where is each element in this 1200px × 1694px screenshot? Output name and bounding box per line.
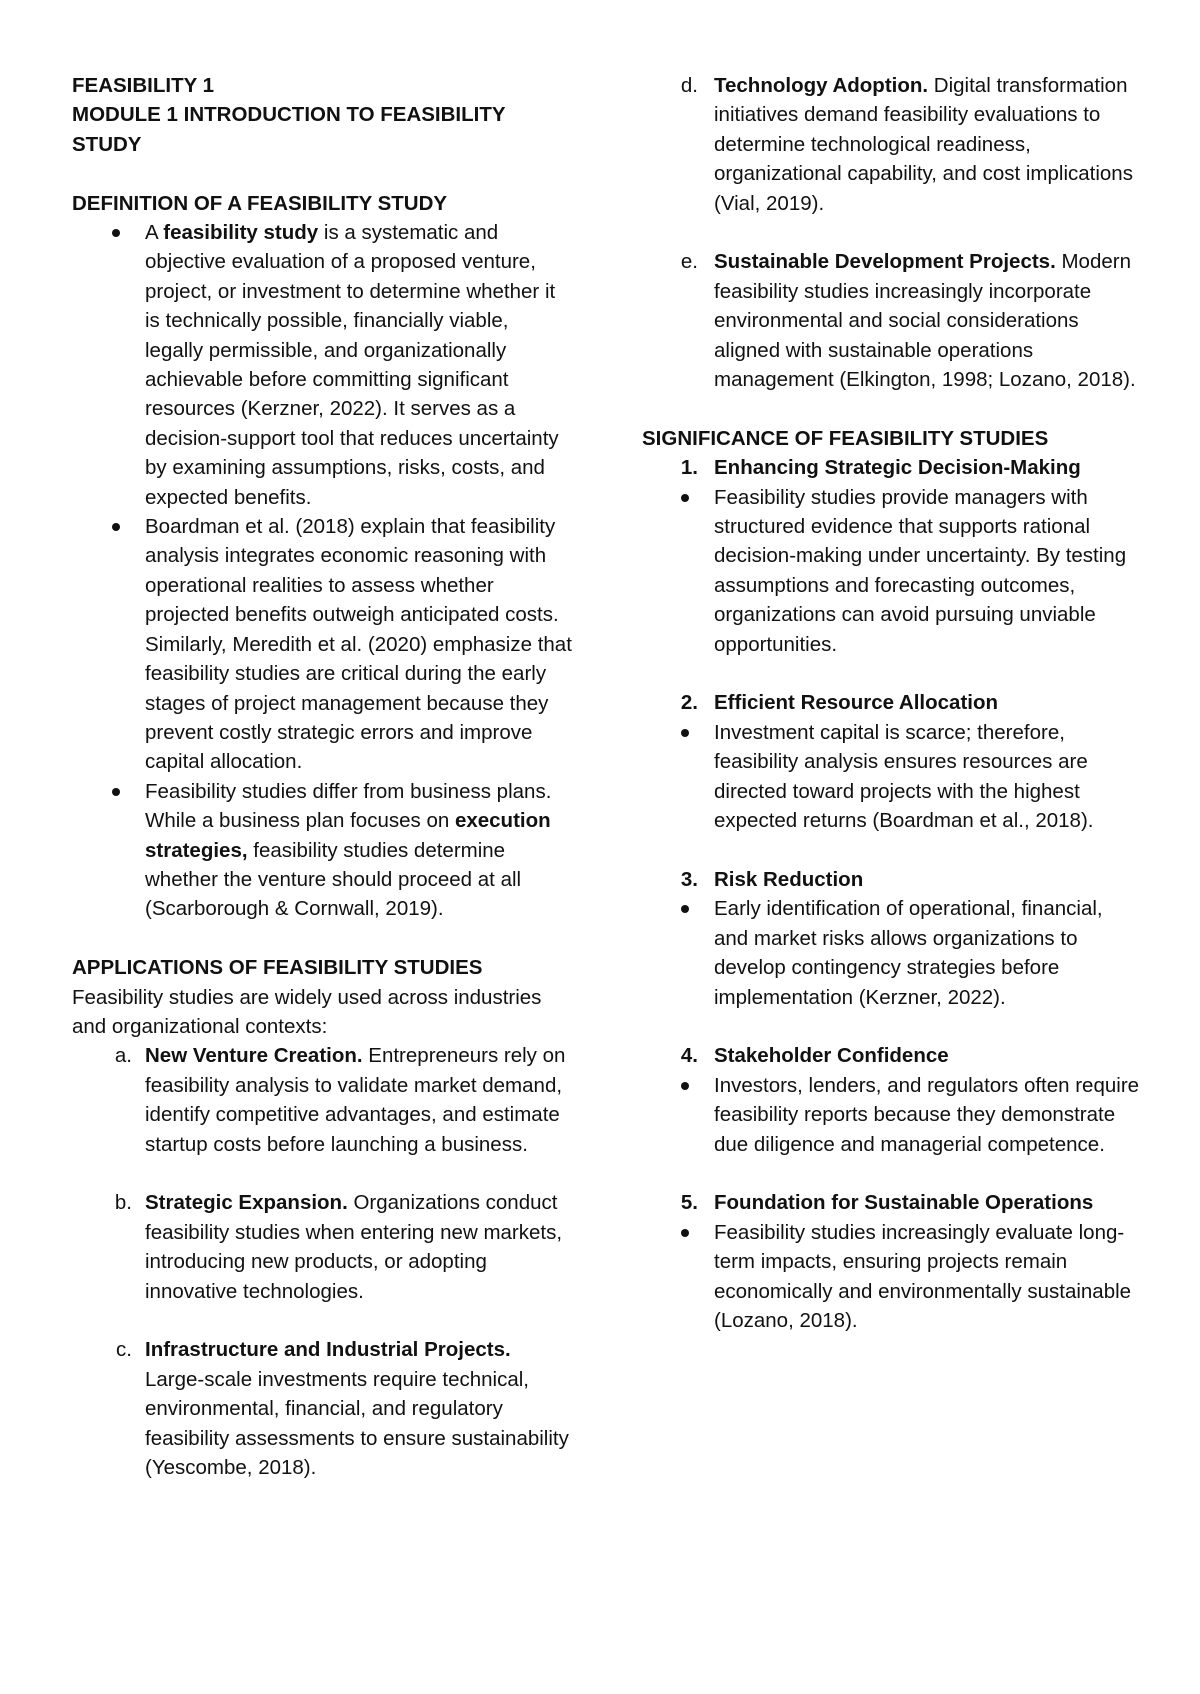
bold-term: feasibility study (163, 221, 319, 245)
definition-bullet: Boardman et al. (2018) explain that feasibility analysis integrates economic reasoning with operational realities to assess whether projected benefits outweigh anticipated costs. Similarly, Meredith et al. (2020) emphasize that feasibility studies are critical during the early stages of project management because they prevent costly strategic errors and improve capital allocation. (72, 512, 572, 777)
item-number: 3. (680, 867, 698, 891)
right-column (642, 71, 1142, 1335)
item-text: Entrepreneurs rely on feasibility analysis to validate market demand, identify competitive advantages, and estimate startup costs before launching a business. (145, 1044, 566, 1156)
significance-bullet-list (642, 1071, 1142, 1159)
significance-bullet: Investors, lenders, and regulators often require feasibility reports because they demonstrate due diligence and managerial competence. (642, 1071, 1142, 1159)
application-item (72, 1335, 572, 1482)
significance-item-title: 3. Risk Reduction (642, 865, 1142, 894)
item-marker: b. (114, 1191, 132, 1215)
definition-bullet: A feasibility study is a systematic and objective evaluation of a proposed venture, project, or investment to determine whether it is technically possible, financially viable, legally permissible, and organizationally achievable before committing significant resources (Kerzner, 2022). It serves as a decision-support tool that reduces uncertainty by examining assumptions, risks, costs, and expected benefits. (72, 218, 572, 512)
item-marker: e. (680, 250, 698, 274)
item-marker: c. (116, 1338, 132, 1362)
applications-heading: APPLICATIONS OF FEASIBILITY STUDIES (72, 956, 483, 980)
application-item (642, 71, 1142, 218)
item-title: New Venture Creation. (145, 1044, 363, 1068)
item-title: Sustainable Development Projects. (714, 250, 1056, 274)
definition-bullet-list (72, 218, 572, 924)
module-title: MODULE 1 INTRODUCTION TO FEASIBILITY STUDY (72, 103, 506, 156)
significance-bullet: Investment capital is scarce; therefore, feasibility analysis ensures resources are directed toward projects with the highest expected returns (Boardman et al., 2018). (642, 718, 1142, 836)
application-item (642, 247, 1142, 394)
significance-bullet-list (642, 894, 1142, 1012)
significance-bullet: Feasibility studies increasingly evaluate long-term impacts, ensuring projects remain economically and environmentally sustainable (Lozano, 2018). (642, 1218, 1142, 1336)
significance-bullet: Early identification of operational, financial, and market risks allows organizations to develop contingency strategies before implementation (Kerzner, 2022). (642, 894, 1142, 1012)
item-marker: d. (680, 74, 698, 97)
item-number: 4. (680, 1044, 698, 1068)
significance-item-title: 5. Foundation for Sustainable Operations (642, 1188, 1142, 1217)
significance-item-title: 1. Enhancing Strategic Decision-Making (642, 453, 1142, 482)
definition-bullet: Feasibility studies differ from business plans. While a business plan focuses on execution strategies, feasibility studies determine whether the venture should proceed at all (Scarborough & Cornwall, 2019). (72, 777, 572, 924)
bold-term: execution strategies, (145, 809, 551, 862)
application-item (72, 1188, 572, 1306)
significance-bullet-list (642, 718, 1142, 836)
significance-heading: SIGNIFICANCE OF FEASIBILITY STUDIES (642, 426, 1049, 450)
item-text: Modern feasibility studies increasingly incorporate environmental and social considerations aligned with sustainable operations management (Elkington, 1998; Lozano, 2018). (714, 250, 1136, 392)
significance-bullet: Feasibility studies provide managers with structured evidence that supports rational decision-making under uncertainty. By testing assumptions and forecasting outcomes, organizations can avoid pursuing unviable opportunities. (642, 483, 1142, 659)
significance-bullet-list (642, 483, 1142, 659)
item-text: Organizations conduct feasibility studies when entering new markets, introducing new products, or adopting innovative technologies. (145, 1191, 563, 1303)
course-title: FEASIBILITY 1 (72, 74, 215, 97)
item-title: Infrastructure and Industrial Projects. (145, 1338, 511, 1362)
significance-item-title: 2. Efficient Resource Allocation (642, 688, 1142, 717)
application-item (72, 1041, 572, 1159)
item-marker: a. (114, 1044, 132, 1068)
significance-bullet-list (642, 1218, 1142, 1336)
applications-intro: Feasibility studies are widely used across industries and organizational contexts: (72, 985, 542, 1038)
item-text: Large-scale investments require technical, environmental, financial, and regulatory feasibility assessments to ensure sustainability (Yescombe, 2018). (145, 1367, 569, 1480)
item-number: 1. (680, 456, 698, 480)
definition-heading: DEFINITION OF A FEASIBILITY STUDY (72, 191, 448, 215)
significance-item-title: 4. Stakeholder Confidence (642, 1041, 1142, 1070)
item-text: Digital transformation initiatives demand feasibility evaluations to determine technological readiness, organizational capability, and cost implications (Vial, 2019). (714, 74, 1133, 215)
item-title: Technology Adoption. (714, 74, 929, 97)
left-column (72, 71, 572, 1482)
item-number: 5. (680, 1191, 698, 1215)
item-title: Strategic Expansion. (145, 1191, 348, 1215)
item-number: 2. (680, 691, 698, 715)
